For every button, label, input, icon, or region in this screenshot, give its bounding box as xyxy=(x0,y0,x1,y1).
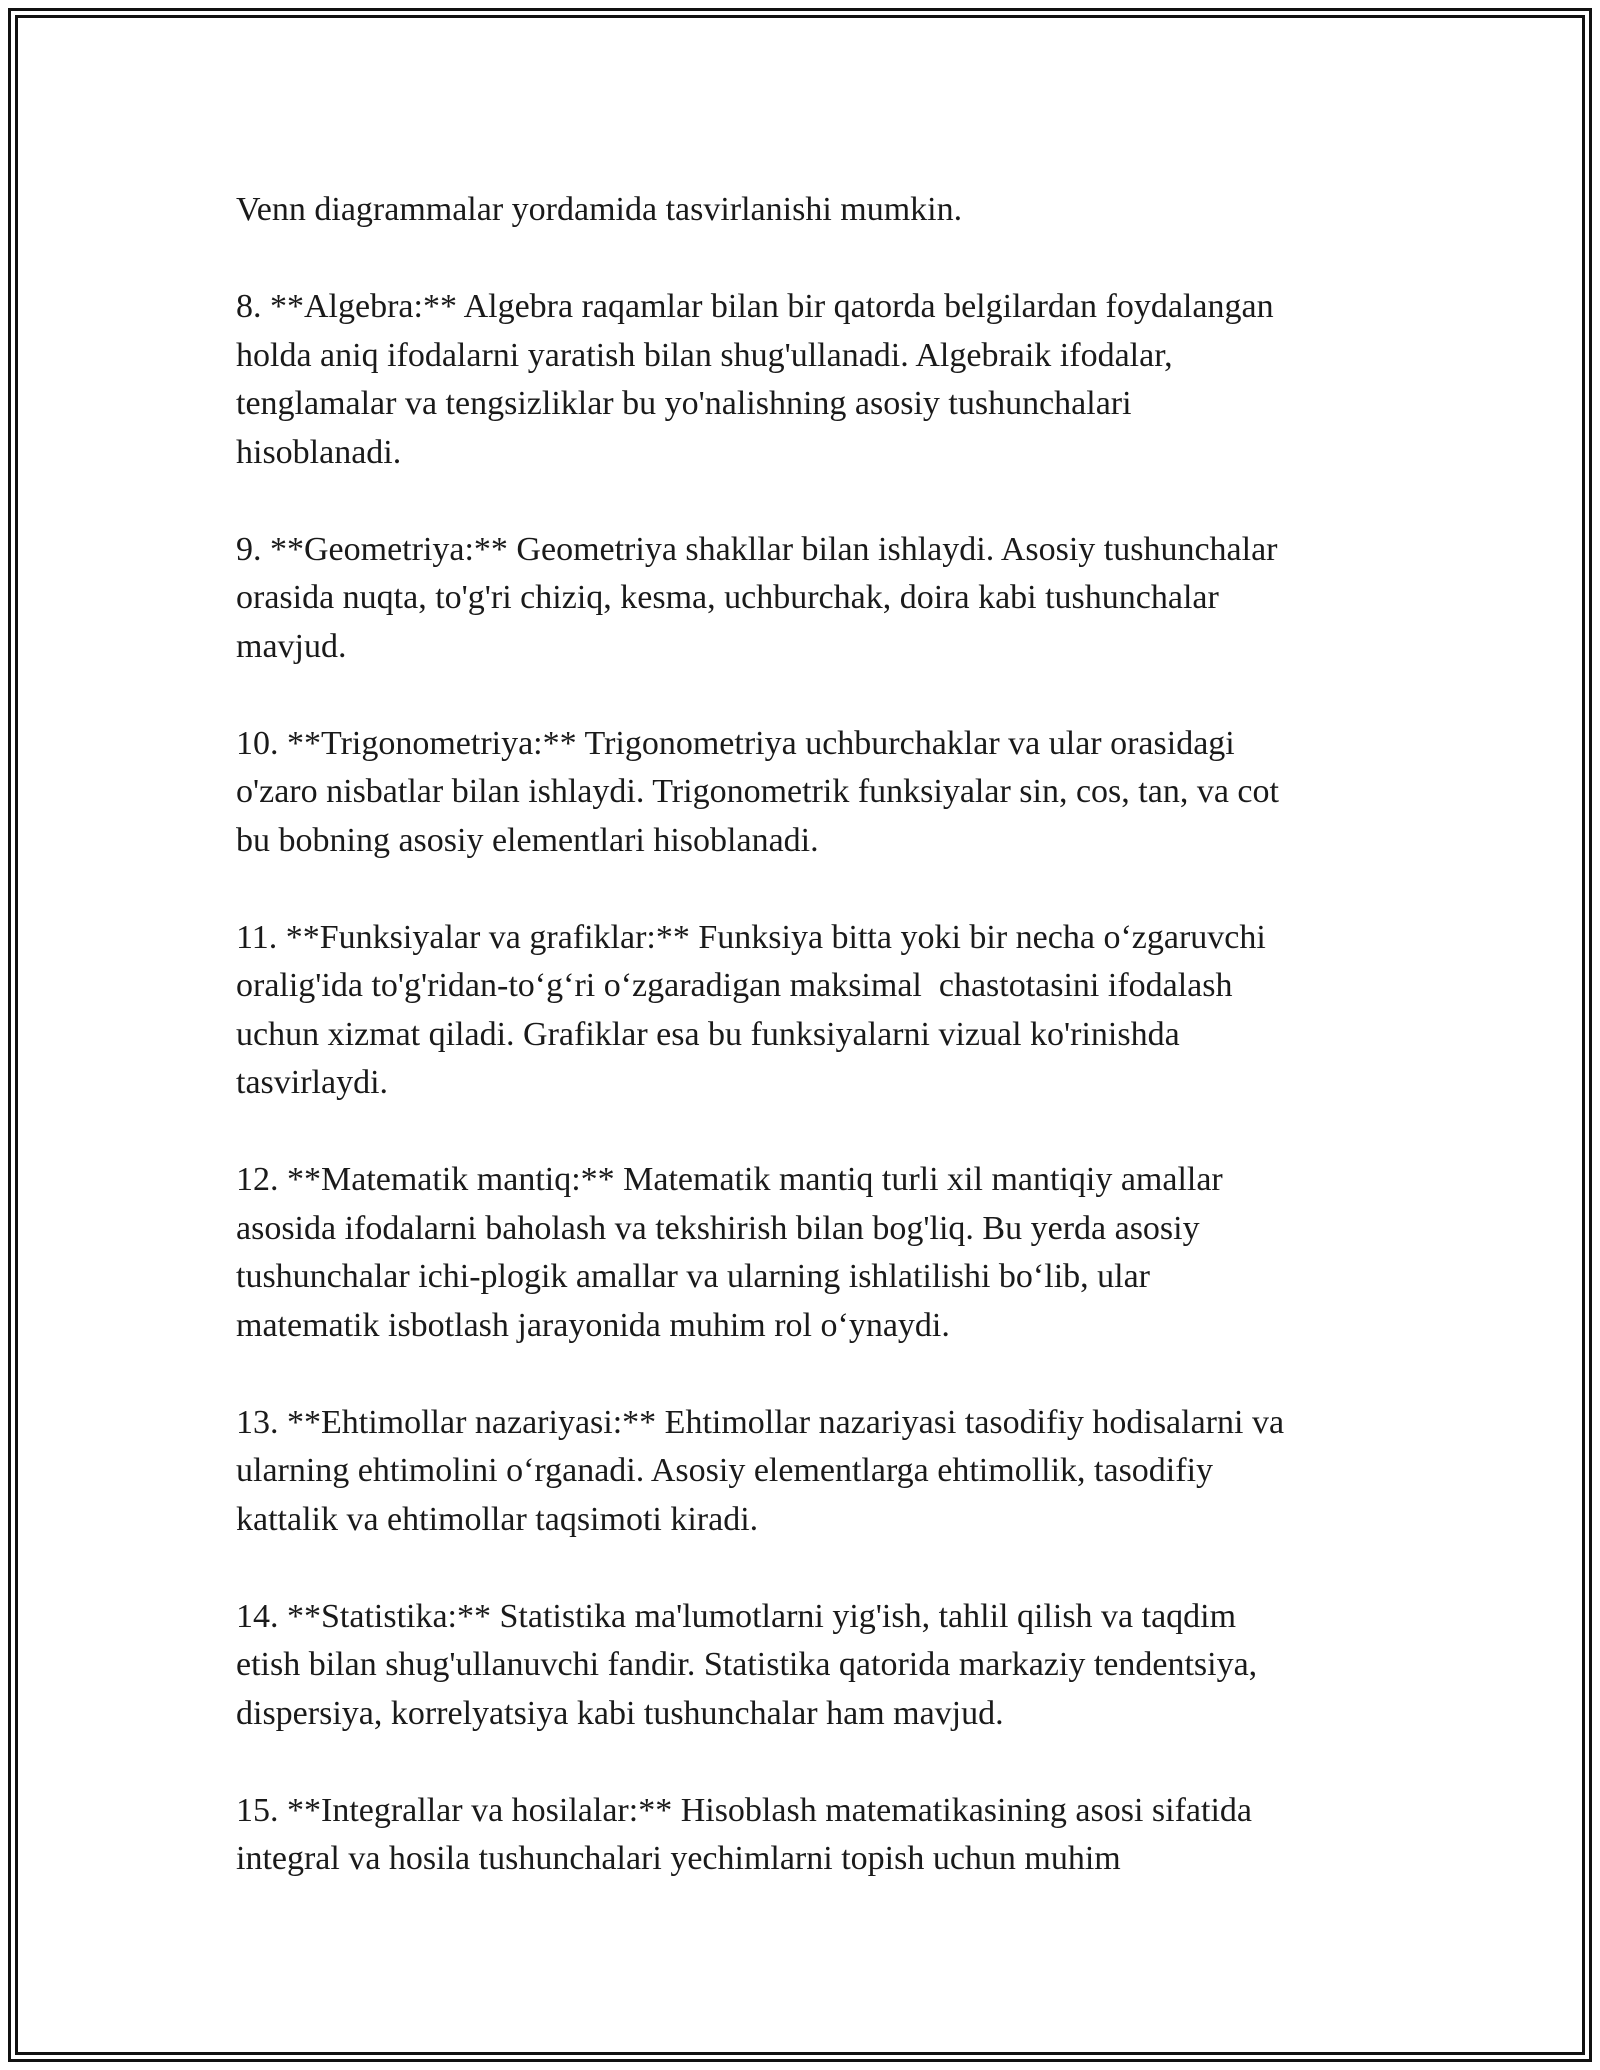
text-line: 13. **Ehtimollar nazariyasi:** Ehtimollar nazariyasi tasodifiy hodisalarni va xyxy=(236,1403,1285,1441)
text-line: integral va hosila tushunchalari yechimlarni topish uchun muhim xyxy=(236,1840,1121,1877)
text-line: hisoblanadi. xyxy=(236,433,402,471)
paragraph xyxy=(236,526,1386,672)
paragraph xyxy=(236,720,1386,866)
text-line: tenglamalar va tengsizliklar bu yo'nalishning asosiy tushunchalari xyxy=(236,385,1132,422)
text-line: uchun xizmat qiladi. Grafiklar esa bu funksiyalarni vizual ko'rinishda xyxy=(236,1015,1180,1053)
paragraph xyxy=(236,1593,1386,1739)
text-line: 8. **Algebra:** Algebra raqamlar bilan bir qatorda belgilardan foydalangan xyxy=(236,288,1274,325)
text-line: orasida nuqta, to'g'ri chiziq, kesma, uchburchak, doira kabi tushunchalar xyxy=(236,579,1219,616)
text-line: oralig'ida to'g'ridan-to‘g‘ri o‘zgaradigan maksimal chastotasini ifodalash xyxy=(236,967,1233,1004)
text-line: holda aniq ifodalarni yaratish bilan shug'ullanadi. Algebraik ifodalar, xyxy=(236,336,1173,374)
paragraph xyxy=(236,914,1386,1108)
text-line: o'zaro nisbatlar bilan ishlaydi. Trigonometrik funksiyalar sin, cos, tan, va cot xyxy=(236,773,1279,810)
text-line: 12. **Matematik mantiq:** Matematik mantiq turli xil mantiqiy amallar xyxy=(236,1161,1223,1198)
paragraph xyxy=(236,186,1386,235)
text-line: dispersiya, korrelyatsiya kabi tushunchalar ham mavjud. xyxy=(236,1694,1004,1732)
paragraph xyxy=(236,1787,1386,1884)
text-line: 9. **Geometriya:** Geometriya shakllar bilan ishlaydi. Asosiy tushunchalar xyxy=(236,530,1278,568)
paragraph xyxy=(236,1156,1386,1350)
text-line: asosida ifodalarni baholash va tekshirish bilan bog'liq. Bu yerda asosiy xyxy=(236,1209,1200,1247)
text-line: 11. **Funksiyalar va grafiklar:** Funksiya bitta yoki bir necha o‘zgaruvchi xyxy=(236,918,1266,956)
text-line: kattalik va ehtimollar taqsimoti kiradi. xyxy=(236,1500,759,1538)
text-line: Venn diagrammalar yordamida tasvirlanishi mumkin. xyxy=(236,191,963,228)
text-line: bu bobning asosiy elementlari hisoblanadi. xyxy=(236,821,819,859)
text-line: 10. **Trigonometriya:** Trigonometriya uchburchaklar va ular orasidagi xyxy=(236,724,1235,762)
paragraph xyxy=(236,283,1386,477)
text-line: 14. **Statistika:** Statistika ma'lumotlarni yig'ish, tahlil qilish va taqdim xyxy=(236,1597,1237,1635)
text-line: etish bilan shug'ullanuvchi fandir. Statistika qatorida markaziy tendentsiya, xyxy=(236,1646,1258,1683)
text-line: tushunchalar ichi-plogik amallar va ularning ishlatilishi bo‘lib, ular xyxy=(236,1258,1150,1295)
text-line: tasvirlaydi. xyxy=(236,1064,389,1101)
text-line: matematik isbotlash jarayonida muhim rol o‘ynaydi. xyxy=(236,1306,950,1344)
text-line: 15. **Integrallar va hosilalar:** Hisoblash matematikasining asosi sifatida xyxy=(236,1791,1252,1829)
text-line: mavjud. xyxy=(236,627,347,665)
paragraph xyxy=(236,1399,1386,1545)
text-line: ularning ehtimolini o‘rganadi. Asosiy elementlarga ehtimollik, tasodifiy xyxy=(236,1452,1214,1489)
document-body xyxy=(236,186,1386,1884)
